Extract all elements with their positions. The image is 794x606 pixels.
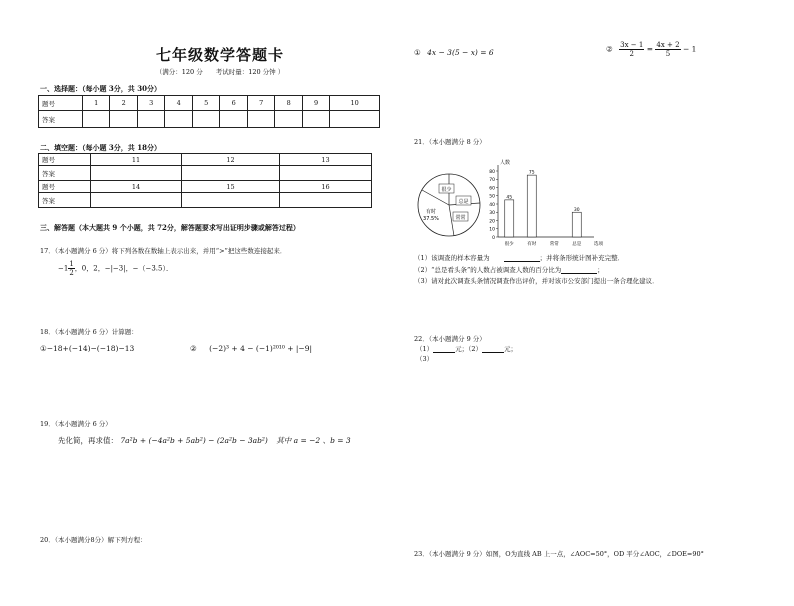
choice-answer-cell[interactable] <box>110 111 137 128</box>
y-tick-label: 80 <box>489 169 495 175</box>
pie-percent: 37.5% <box>423 216 439 222</box>
choice-number: 5 <box>192 96 219 111</box>
q18-part1: ①−18+(−14)−(−18)−13 <box>40 344 135 353</box>
q17-fraction-den: 2 <box>69 269 74 277</box>
q17-prompt: 17．（本小题满分 6 分）将下列各数在数轴上表示出来，并用“>”把这些数连接起来． <box>40 247 287 255</box>
q22-part2-tail: 元； <box>504 345 518 353</box>
q21-line2 <box>414 265 604 274</box>
pie-label: 总是 <box>458 199 469 205</box>
q17-mixed-whole: −1 <box>58 264 69 273</box>
q21-line1-text: （1）该调查的样本容量为 <box>414 254 490 262</box>
q20-prompt: 20．（本小题满分8分）解下列方程： <box>40 536 147 544</box>
q18-part2: (−2)³ + 4 − (−1)²⁰¹⁰ + |−9| <box>209 344 313 353</box>
fill-answer-label: 答案 <box>39 193 91 208</box>
pie-label: 有时 <box>425 209 437 215</box>
fill-number: 12 <box>182 154 280 166</box>
y-axis-label: 人数 <box>500 160 511 166</box>
equation-2-den2: 5 <box>665 50 671 58</box>
q17-fraction-num: 1 <box>69 260 74 268</box>
choice-number: 3 <box>137 96 164 111</box>
q23-prompt: 23．（本小题满分 9 分）如图，O为直线 AB 上一点，∠AOC=50°，OD 平分∠AOC，∠DOE=90° <box>414 550 704 558</box>
q17-number-list: ，0，2，−|−3|，−（−3.5）． <box>74 264 173 273</box>
y-tick-label: 40 <box>489 202 495 208</box>
fill-answer-cell[interactable] <box>91 193 182 208</box>
choice-answer-cell[interactable] <box>247 111 274 128</box>
equation-2-tail: − 1 <box>682 44 697 54</box>
q18-prompt: 18．（本小题满分 6 分）计算题： <box>40 328 138 336</box>
pie-label: 常常 <box>455 215 466 221</box>
choice-answer-label: 答案 <box>39 111 83 128</box>
equation-2-den1: 2 <box>629 50 634 58</box>
x-tick-label: 常常 <box>549 242 559 247</box>
bar <box>572 212 581 237</box>
page-title: 七年级数学答题卡 <box>155 46 284 64</box>
y-tick-label: 70 <box>489 178 495 184</box>
fill-number: 14 <box>91 181 182 193</box>
fill-answer-cell[interactable] <box>280 166 372 181</box>
y-tick-label: 20 <box>489 219 495 225</box>
choice-answer-cell[interactable] <box>192 111 219 128</box>
x-axis-label: 选项 <box>594 242 603 247</box>
fill-answer-cell[interactable] <box>280 193 372 208</box>
choice-number: 10 <box>330 96 380 111</box>
bar-data-label: 30 <box>573 207 580 213</box>
fill-answer-table <box>38 153 372 208</box>
pie-label: 很少 <box>441 187 452 193</box>
y-tick-label: 60 <box>489 186 495 192</box>
fill-answer-cell[interactable] <box>91 166 182 181</box>
choice-number: 6 <box>220 96 247 111</box>
q19-expression-line <box>58 435 351 446</box>
bar <box>505 200 514 237</box>
fill-answer-label: 答案 <box>39 166 91 181</box>
equation-2-frac1 <box>619 41 644 58</box>
q19-condition: 其中 a = −2 、b = 3 <box>276 436 351 445</box>
equation-2 <box>606 41 696 58</box>
choice-question-label: 题号 <box>39 96 83 111</box>
x-tick-label: 总是 <box>572 242 582 247</box>
q21-blank-1[interactable] <box>504 254 540 262</box>
choice-answer-cell[interactable] <box>302 111 329 128</box>
section1-heading: 一、选择题：（每小题 3分，共 30分） <box>40 84 161 93</box>
section2-heading: 二、填空题：（每小题 3分，共 18分） <box>40 143 161 152</box>
choice-number: 7 <box>247 96 274 111</box>
choice-answer-table <box>38 95 380 128</box>
equation-1-label: ① <box>414 48 421 57</box>
choice-answer-cell[interactable] <box>165 111 192 128</box>
fill-answer-cell[interactable] <box>182 193 280 208</box>
choice-answer-cell[interactable] <box>330 111 380 128</box>
fill-number: 16 <box>280 181 372 193</box>
choice-number: 4 <box>165 96 192 111</box>
choice-answer-cell[interactable] <box>220 111 247 128</box>
choice-answer-cell[interactable] <box>137 111 164 128</box>
equation-1 <box>414 48 494 57</box>
choice-number: 8 <box>275 96 302 111</box>
fill-number: 13 <box>280 154 372 166</box>
q21-line1 <box>414 253 624 262</box>
q21-blank-2[interactable] <box>561 266 597 274</box>
q21-line1-tail: ；并将条形统计图补充完整． <box>539 254 625 262</box>
q22-line2: （3） <box>416 355 434 363</box>
q22-part1-label: （1） <box>416 345 434 353</box>
q22-blank-2[interactable] <box>482 345 504 353</box>
equation-2-frac2 <box>655 41 680 58</box>
fill-question-label: 题号 <box>39 154 91 166</box>
y-tick-label: 0 <box>492 235 495 241</box>
choice-number: 2 <box>110 96 137 111</box>
q17-numbers <box>58 260 173 277</box>
equation-2-eq: = <box>646 44 653 54</box>
y-tick-label: 50 <box>489 194 495 200</box>
pie-chart <box>414 170 484 240</box>
equation-1-expr: 4x − 3(5 − x) = 6 <box>427 48 494 57</box>
q21-line3: （3）请对此次调查头条情况调查作出评价，并对该市公安部门提出一条合理化建议． <box>414 277 659 285</box>
y-tick-label: 10 <box>489 227 495 233</box>
q21-prompt: 21．（本小题满分 8 分） <box>414 138 486 146</box>
page-subtitle: （满分：120 分 考试时量：120 分钟 ） <box>155 68 285 76</box>
q22-blank-1[interactable] <box>433 345 455 353</box>
q22-line1 <box>416 344 517 353</box>
equation-2-num1: 3x − 1 <box>620 41 644 49</box>
q21-line2-text: （2）“总是看头条”的人数占被调查人数的百分比为 <box>414 266 562 274</box>
choice-number: 1 <box>83 96 110 111</box>
q22-part2-label: 元；（2） <box>455 345 483 353</box>
y-tick-label: 30 <box>489 211 495 217</box>
bar-data-label: 45 <box>506 195 513 201</box>
section3-heading: 三、解答题（本大题共 9 个小题，共 72分，解答题要求写出证明步骤或解答过程） <box>40 223 300 232</box>
bar <box>527 175 536 237</box>
bar-chart-bars <box>505 170 582 247</box>
q18-part2-wrap <box>190 344 312 353</box>
q21-line2-tail: ； <box>597 266 604 274</box>
fill-number: 15 <box>182 181 280 193</box>
q19-expression: 7a²b + (−4a²b + 5ab²) − (2a²b − 3ab²) <box>120 436 268 445</box>
choice-number: 9 <box>302 96 329 111</box>
x-tick-label: 有时 <box>527 242 537 247</box>
q19-prompt: 19．（本小题满分 6 分） <box>40 420 112 428</box>
bar-chart <box>482 157 608 249</box>
choice-answer-cell[interactable] <box>83 111 110 128</box>
bar-data-label: 75 <box>528 170 535 176</box>
fill-question-label: 题号 <box>39 181 91 193</box>
q19-lead: 先化简，再求值： <box>58 436 118 445</box>
q22-prompt: 22．（本小题满分 9 分） <box>414 335 486 343</box>
equation-2-num2: 4x + 2 <box>656 41 680 49</box>
choice-answer-cell[interactable] <box>275 111 302 128</box>
fill-answer-cell[interactable] <box>182 166 280 181</box>
equation-2-label: ② <box>606 44 613 54</box>
fill-number: 11 <box>91 154 182 166</box>
x-tick-label: 很少 <box>504 242 514 247</box>
q18-part2-label: ② <box>190 344 197 353</box>
